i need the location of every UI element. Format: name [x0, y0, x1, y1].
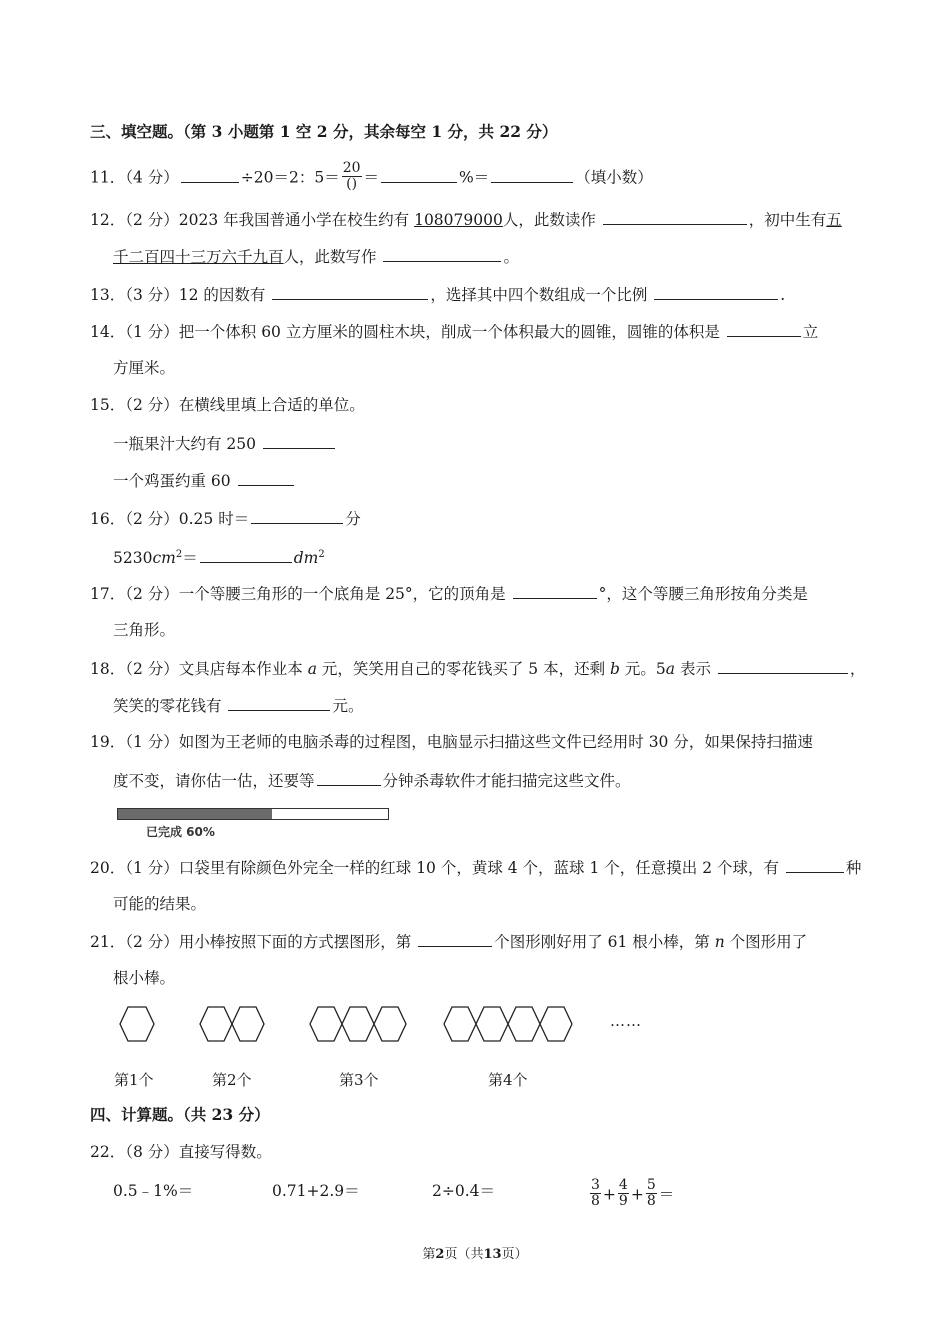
- q18-text-4: 表示: [675, 660, 716, 678]
- q20-text-2: 种: [845, 859, 862, 877]
- q12-underlined-1: 五: [826, 211, 842, 229]
- question-21-line-1: [90, 930, 807, 953]
- q21-text-3: 个图形用了: [724, 933, 808, 951]
- question-15-line-1: 15．（2 分）在横线里填上合适的单位。: [90, 396, 365, 414]
- q15-blank-2[interactable]: [238, 469, 294, 486]
- scan-progress-bar: [117, 808, 389, 820]
- q17-blank[interactable]: [513, 582, 597, 599]
- hexagon-4c: [508, 1007, 540, 1041]
- q19-text-3: 分钟杀毒软件才能扫描完这些文件。: [382, 772, 631, 790]
- question-21-line-2: 根小棒。: [113, 969, 176, 987]
- q16-unit-1: cm: [152, 549, 176, 568]
- q13-text-1: ，选择其中四个数组成一个比例: [430, 286, 653, 304]
- figure-label-4: 第4个: [488, 1071, 528, 1089]
- q22-expr-4: [588, 1177, 675, 1211]
- q16-sup-2: 2: [318, 549, 325, 560]
- q11-fraction: [342, 161, 362, 192]
- q12-underlined-2: 千二百四十三万六千九百: [113, 248, 284, 266]
- footer-page-number: 2: [435, 1247, 445, 1262]
- q22-frac-2-den: 9: [618, 1193, 628, 1209]
- q16-text-1: 16．（2 分）0.25 时＝: [90, 510, 250, 528]
- question-15-line-3: [113, 469, 296, 492]
- q20-blank[interactable]: [786, 856, 844, 873]
- q16-text-2: 分: [345, 510, 361, 528]
- hexagon-2b: [232, 1007, 264, 1041]
- question-17-line-1: [90, 582, 808, 605]
- question-13: [90, 283, 785, 306]
- q18-text-7: 元。: [332, 697, 364, 715]
- question-20-line-1: [90, 856, 861, 879]
- footer-text-2: 页（共: [444, 1247, 484, 1262]
- q11-frac-den: (): [346, 176, 358, 192]
- q20-text-1: 20．（1 分）口袋里有除颜色外完全一样的红球 10 个，黄球 4 个，蓝球 1 个，任意摸出 2 个球，有: [90, 859, 784, 877]
- q12-text-1: 人，此数读作: [502, 211, 601, 229]
- q18-text-6: 笑笑的零花钱有: [113, 697, 227, 715]
- q16-sup-1: 2: [175, 549, 183, 560]
- question-22-title: 22．（8 分）直接写得数。: [90, 1143, 272, 1161]
- q19-blank[interactable]: [317, 769, 381, 786]
- q22-frac-3: [646, 1178, 657, 1209]
- q18-var-b: b: [610, 660, 620, 678]
- q18-text-2: 元，笑笑用自己的零花钱买了 5 本，还剩: [316, 660, 611, 678]
- q19-text-2: 度不变，请你估一估，还要等: [113, 772, 315, 790]
- scan-progress-label: 已完成 60%: [146, 825, 215, 839]
- hexagon-4b: [476, 1007, 508, 1041]
- q11-frac-num: 20: [342, 160, 361, 176]
- q14-text-1: 14．（1 分）把一个体积 60 立方厘米的圆柱木块，削成一个体积最大的圆锥，圆锥的体积是: [90, 323, 725, 341]
- question-17-line-2: 三角形。: [113, 621, 176, 639]
- q11-text-1: ÷20＝2：5＝: [240, 168, 340, 187]
- q15-blank-1[interactable]: [263, 432, 335, 449]
- q22-frac-1: [590, 1178, 601, 1209]
- q16-value: 5230: [113, 549, 153, 568]
- figure-label-3: 第3个: [339, 1071, 379, 1089]
- q18-text-3: 元。5: [619, 660, 666, 678]
- q22-frac-2-num: 4: [618, 1177, 628, 1193]
- question-16-line-1: [90, 507, 361, 530]
- q18-var-a-2: a: [665, 660, 676, 678]
- q15-text-3: 一个鸡蛋约重 60: [113, 472, 236, 490]
- q18-var-a: a: [307, 660, 317, 678]
- q13-blank-2[interactable]: [654, 283, 778, 300]
- question-14-line-2: 方厘米。: [113, 359, 176, 377]
- q12-text-3: 人，此数写作: [283, 248, 382, 266]
- q22-frac-1-den: 8: [591, 1193, 600, 1209]
- section4-title: 四、计算题。（共 23 分）: [90, 1105, 270, 1124]
- question-12-line-1: [90, 208, 842, 231]
- hexagon-3a: [310, 1007, 342, 1041]
- q12-text-4: 。: [503, 248, 519, 266]
- q21-var-n: n: [714, 933, 725, 951]
- q18-blank-2[interactable]: [228, 694, 330, 711]
- q18-text-1: 18．（2 分）文具店每本作业本: [90, 660, 308, 678]
- question-16-line-2: [113, 544, 325, 569]
- figure-ellipsis: ……: [610, 1012, 642, 1030]
- q12-blank-2[interactable]: [383, 245, 501, 262]
- page-footer: [0, 1243, 950, 1262]
- q17-text-2: °，这个等腰三角形按角分类是: [598, 585, 808, 603]
- q21-blank-1[interactable]: [418, 930, 492, 947]
- hexagon-figures: [110, 1005, 590, 1047]
- scan-progress-fill: [118, 809, 272, 819]
- q18-blank-1[interactable]: [718, 657, 848, 674]
- q11-blank-3[interactable]: [491, 166, 573, 183]
- q22-expr-3: 2÷0.4＝: [432, 1182, 495, 1200]
- question-20-line-2: 可能的结果。: [113, 895, 207, 913]
- question-19-line-2: [113, 769, 631, 792]
- question-19-line-1: 19．（1 分）如图为王老师的电脑杀毒的过程图，电脑显示扫描这些文件已经用时 30 分，如果保持扫描速: [90, 733, 813, 751]
- q22-frac-3-num: 5: [646, 1177, 656, 1193]
- q13-prefix: 13．（3 分）12 的因数有: [90, 286, 271, 304]
- q12-number: 108079000: [414, 211, 503, 229]
- question-11: [90, 160, 653, 194]
- q17-text-1: 17．（2 分）一个等腰三角形的一个底角是 25°，它的顶角是: [90, 585, 511, 603]
- footer-text-3: 页）: [501, 1247, 528, 1262]
- q13-text-2: .: [780, 286, 786, 304]
- q11-text-4: （填小数）: [575, 168, 653, 187]
- question-18-line-1: [90, 657, 865, 680]
- q12-prefix: 12．（2 分）2023 年我国普通小学在校生约有: [90, 211, 415, 229]
- q21-text-2: 个图形刚好用了 61 根小棒，第: [494, 933, 715, 951]
- section3-title: 三、填空题。（第 3 小题第 1 空 2 分，其余每空 1 分，共 22 分）: [90, 122, 558, 141]
- q11-blank-1[interactable]: [181, 166, 239, 183]
- footer-text-1: 第: [422, 1247, 436, 1262]
- q11-text-3: %＝: [459, 168, 490, 187]
- figure-label-2: 第2个: [212, 1071, 252, 1089]
- hexagon-1: [120, 1007, 154, 1041]
- question-12-line-2: [113, 245, 519, 268]
- q16-blank-2[interactable]: [200, 546, 292, 563]
- q22-eq: ＝: [658, 1185, 675, 1204]
- hexagon-4a: [444, 1007, 476, 1041]
- q22-frac-2: [618, 1178, 629, 1209]
- hexagon-2a: [200, 1007, 232, 1041]
- q11-blank-2[interactable]: [381, 166, 457, 183]
- q22-frac-1-num: 3: [591, 1177, 600, 1193]
- question-14-line-1: [90, 320, 818, 343]
- q13-blank-1[interactable]: [272, 283, 428, 300]
- hexagon-3c: [374, 1007, 406, 1041]
- q14-text-2: 立: [802, 323, 819, 341]
- q22-plus-1: +: [602, 1185, 616, 1204]
- q11-prefix: 11．（4 分）: [90, 168, 179, 187]
- q16-unit-2: dm: [293, 549, 319, 568]
- figure-label-1: 第1个: [114, 1071, 154, 1089]
- q15-text-2: 一瓶果汁大约有 250: [113, 435, 261, 453]
- q16-eq: ＝: [182, 549, 198, 568]
- q12-blank-1[interactable]: [603, 208, 747, 225]
- q16-blank-1[interactable]: [251, 507, 343, 524]
- q22-frac-3-den: 8: [646, 1193, 656, 1209]
- q22-plus-2: +: [630, 1185, 644, 1204]
- q18-text-5: ，: [849, 660, 866, 678]
- q11-text-2: ＝: [363, 168, 380, 187]
- q21-text-1: 21．（2 分）用小棒按照下面的方式摆图形，第: [90, 933, 417, 951]
- question-18-line-2: [113, 694, 363, 717]
- q22-expr-1: 0.5﹣1%＝: [113, 1182, 194, 1200]
- hexagon-4d: [540, 1007, 572, 1041]
- q14-blank[interactable]: [727, 320, 801, 337]
- q12-text-2: ，初中生有: [748, 211, 827, 229]
- footer-total-pages: 13: [483, 1247, 502, 1262]
- question-15-line-2: [113, 432, 337, 455]
- hexagon-3b: [342, 1007, 374, 1041]
- q22-expr-2: 0.71+2.9＝: [272, 1182, 360, 1200]
